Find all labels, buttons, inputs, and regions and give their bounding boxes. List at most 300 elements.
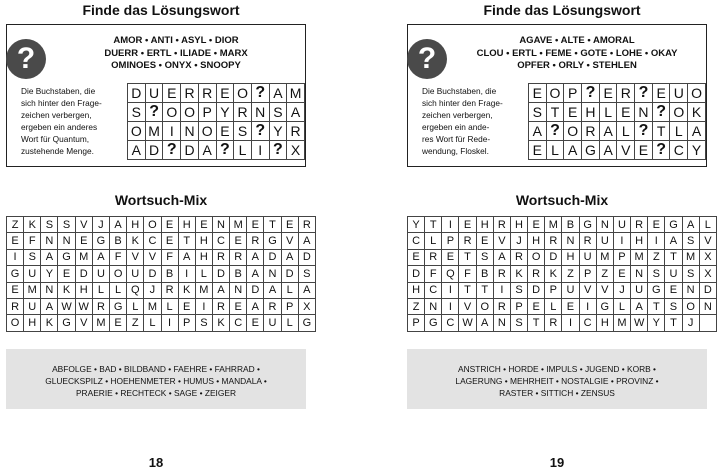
word-line: ANSTRICH • HORDE • IMPULS • JUGEND • KORB • <box>457 364 656 374</box>
grid-cell: D <box>181 141 199 160</box>
grid-cell: A <box>41 249 58 265</box>
grid-row <box>128 122 305 141</box>
word-line: AMOR • ANTI • ASYL • DIOR <box>113 35 239 46</box>
grid-cell: H <box>582 103 600 122</box>
grid-cell: P <box>178 315 195 331</box>
grid-cell: I <box>442 217 459 233</box>
question-mark-icon: ? <box>6 39 46 79</box>
grid-cell: R <box>493 266 510 282</box>
grid-cell: I <box>493 282 510 298</box>
grid-cell: N <box>41 233 58 249</box>
grid-cell: M <box>24 282 41 298</box>
grid-cell: Z <box>596 266 613 282</box>
grid-cell: E <box>613 266 630 282</box>
grid-cell: C <box>212 233 229 249</box>
grid-cell: G <box>92 233 109 249</box>
grid-cell: L <box>281 315 298 331</box>
grid-cell: H <box>631 233 648 249</box>
grid-cell: H <box>195 233 212 249</box>
grid-cell: B <box>230 266 247 282</box>
grid-cell: O <box>7 315 24 331</box>
grid-row <box>408 315 717 331</box>
grid-cell: G <box>264 233 281 249</box>
grid-cell: U <box>562 282 579 298</box>
grid-cell: H <box>24 315 41 331</box>
grid-cell: D <box>145 141 163 160</box>
grid-cell: R <box>212 298 229 314</box>
grid-cell: T <box>476 282 493 298</box>
grid-cell: G <box>596 298 613 314</box>
grid-cell: E <box>529 84 547 103</box>
grid-cell: F <box>24 233 41 249</box>
grid-cell: H <box>178 217 195 233</box>
grid-cell: A <box>564 141 582 160</box>
grid-cell: S <box>682 233 699 249</box>
grid-cell: I <box>562 315 579 331</box>
grid-cell: O <box>564 122 582 141</box>
grid-cell: R <box>212 249 229 265</box>
grid-cell: L <box>281 282 298 298</box>
grid-cell: E <box>161 217 178 233</box>
grid-cell: R <box>493 298 510 314</box>
grid-cell: D <box>408 266 425 282</box>
grid-cell: U <box>631 282 648 298</box>
hidden-letter-cell: ? <box>546 122 564 141</box>
grid-cell: U <box>145 84 163 103</box>
grid-cell: L <box>92 282 109 298</box>
grid-cell: P <box>198 103 216 122</box>
grid-cell: A <box>110 217 127 233</box>
grid-row <box>7 315 316 331</box>
grid-cell: P <box>564 84 582 103</box>
grid-cell: V <box>596 282 613 298</box>
grid-cell: A <box>287 103 305 122</box>
grid-cell: E <box>216 122 234 141</box>
grid-cell: G <box>648 282 665 298</box>
grid-cell: P <box>545 282 562 298</box>
grid-cell: U <box>92 266 109 282</box>
grid-cell: E <box>442 249 459 265</box>
grid-cell: X <box>699 249 716 265</box>
hidden-letter-cell: ? <box>163 141 181 160</box>
grid-cell: M <box>145 122 163 141</box>
grid-cell: S <box>682 266 699 282</box>
grid-cell: E <box>562 298 579 314</box>
grid-row <box>529 122 706 141</box>
grid-cell: E <box>281 217 298 233</box>
grid-cell: A <box>41 298 58 314</box>
grid-cell: Z <box>562 266 579 282</box>
grid-cell: R <box>545 315 562 331</box>
grid-cell: P <box>613 249 630 265</box>
grid-cell: H <box>408 282 425 298</box>
grid-cell: A <box>92 249 109 265</box>
grid-cell: O <box>234 84 252 103</box>
grid-cell: K <box>41 315 58 331</box>
grid-cell: L <box>161 298 178 314</box>
grid-cell: W <box>75 298 92 314</box>
grid-cell: H <box>528 233 545 249</box>
grid-cell: D <box>128 84 146 103</box>
grid-cell: R <box>617 84 635 103</box>
grid-cell: E <box>7 233 24 249</box>
grid-cell: A <box>599 141 617 160</box>
grid-cell: R <box>582 122 600 141</box>
grid-cell: B <box>110 233 127 249</box>
grid-cell: S <box>128 103 146 122</box>
grid-cell: G <box>298 315 315 331</box>
grid-row <box>408 266 717 282</box>
grid-cell: G <box>58 315 75 331</box>
grid-cell: S <box>41 217 58 233</box>
grid-cell: E <box>528 217 545 233</box>
page-number: 19 <box>549 455 565 470</box>
grid-cell: I <box>163 122 181 141</box>
grid-cell: T <box>546 103 564 122</box>
hidden-letter-cell: ? <box>145 103 163 122</box>
grid-cell: V <box>127 249 144 265</box>
grid-cell: T <box>178 233 195 249</box>
grid-cell: K <box>127 233 144 249</box>
grid-cell: T <box>459 282 476 298</box>
grid-row <box>529 84 706 103</box>
grid-cell: M <box>92 315 109 331</box>
grid-cell: E <box>163 84 181 103</box>
grid-cell: M <box>682 249 699 265</box>
grid-cell: D <box>212 266 229 282</box>
word-line: ABFOLGE • BAD • BILDBAND • FAEHRE • FAHRRAD • <box>52 364 260 374</box>
word-line: PRAERIE • RECHTECK • SAGE • ZEIGER <box>75 388 237 398</box>
grid-cell: E <box>216 84 234 103</box>
grid-cell: O <box>476 298 493 314</box>
grid-cell: S <box>476 249 493 265</box>
grid-cell: O <box>682 298 699 314</box>
grid-cell: C <box>579 315 596 331</box>
grid-cell: E <box>528 298 545 314</box>
word-search-grid <box>6 216 316 332</box>
grid-cell: S <box>24 249 41 265</box>
grid-cell: H <box>476 217 493 233</box>
grid-cell: S <box>648 266 665 282</box>
grid-cell: M <box>230 217 247 233</box>
grid-cell: A <box>247 249 264 265</box>
word-search-title: Wortsuch-Mix <box>114 192 208 208</box>
grid-row <box>7 282 316 298</box>
grid-cell: N <box>493 315 510 331</box>
word-line: CLOU • ERTL • FEME • GOTE • LOHE • OKAY <box>476 47 678 59</box>
grid-cell: D <box>545 249 562 265</box>
grid-cell: M <box>144 298 161 314</box>
grid-cell: E <box>247 315 264 331</box>
grid-cell: T <box>264 217 281 233</box>
grid-cell: Q <box>442 266 459 282</box>
grid-cell: O <box>181 103 199 122</box>
grid-row <box>7 298 316 314</box>
page-right <box>407 0 717 469</box>
grid-cell: V <box>699 233 716 249</box>
grid-cell: E <box>459 217 476 233</box>
grid-cell: Y <box>41 266 58 282</box>
grid-cell: F <box>425 266 442 282</box>
hidden-letter-cell: ? <box>652 141 670 160</box>
grid-cell: V <box>459 298 476 314</box>
grid-cell: N <box>264 266 281 282</box>
letter-grid <box>127 83 305 160</box>
grid-cell: P <box>408 315 425 331</box>
grid-cell: R <box>631 217 648 233</box>
letter-puzzle-box <box>6 24 306 167</box>
grid-cell: A <box>298 233 315 249</box>
grid-cell: G <box>665 217 682 233</box>
grid-cell: M <box>596 249 613 265</box>
grid-cell: P <box>510 298 527 314</box>
grid-cell: S <box>665 298 682 314</box>
grid-cell: U <box>665 266 682 282</box>
grid-cell: A <box>247 298 264 314</box>
grid-cell: R <box>528 266 545 282</box>
grid-cell: V <box>493 233 510 249</box>
grid-cell: U <box>24 266 41 282</box>
grid-cell: Z <box>7 217 24 233</box>
grid-row <box>7 217 316 233</box>
grid-cell: U <box>613 217 630 233</box>
grid-cell: O <box>110 266 127 282</box>
grid-cell: T <box>648 298 665 314</box>
grid-cell: I <box>7 249 24 265</box>
description-line: Die Buchstaben, die <box>21 86 96 96</box>
grid-cell: E <box>635 141 653 160</box>
grid-row <box>408 282 717 298</box>
grid-cell: E <box>75 233 92 249</box>
grid-cell: V <box>75 217 92 233</box>
grid-cell: T <box>459 249 476 265</box>
letter-puzzle-title: Finde das Lösungswort <box>82 2 240 18</box>
grid-cell: S <box>234 122 252 141</box>
word-line: DUERR • ERTL • ILIADE • MARX <box>104 47 248 59</box>
grid-cell: E <box>230 233 247 249</box>
grid-cell: K <box>178 282 195 298</box>
grid-cell: E <box>476 233 493 249</box>
grid-cell: K <box>58 282 75 298</box>
letter-grid <box>528 83 706 160</box>
grid-cell: L <box>425 233 442 249</box>
grid-cell: Y <box>688 141 706 160</box>
grid-cell: Z <box>648 249 665 265</box>
question-mark-icon: ? <box>407 39 447 79</box>
grid-cell: T <box>652 122 670 141</box>
grid-cell: J <box>92 217 109 233</box>
puzzle-description <box>422 85 530 157</box>
word-search-list <box>6 349 306 409</box>
grid-cell: S <box>58 217 75 233</box>
description-line: Die Buchstaben, die <box>422 86 497 96</box>
grid-cell: J <box>613 282 630 298</box>
grid-cell: W <box>459 315 476 331</box>
grid-cell: H <box>510 217 527 233</box>
grid-cell: D <box>699 282 716 298</box>
grid-cell: T <box>665 315 682 331</box>
grid-cell: N <box>41 282 58 298</box>
word-line: RASTER • SITTICH • ZENSUS <box>499 388 615 398</box>
grid-row <box>7 266 316 282</box>
grid-cell: C <box>408 233 425 249</box>
description-line: ergeben ein ande- <box>422 122 490 132</box>
grid-cell: E <box>247 217 264 233</box>
grid-cell: C <box>144 233 161 249</box>
letter-puzzle-title: Finde das Lösungswort <box>483 2 641 18</box>
grid-cell: A <box>599 122 617 141</box>
grid-row <box>529 141 706 160</box>
word-line: LAGERUNG • MEHRHEIT • NOSTALGIE • PROVINZ • <box>455 376 659 386</box>
grid-cell: D <box>281 266 298 282</box>
grid-cell: L <box>127 298 144 314</box>
grid-cell: L <box>546 141 564 160</box>
grid-cell: E <box>599 84 617 103</box>
grid-cell: O <box>670 103 688 122</box>
grid-cell: T <box>528 315 545 331</box>
grid-cell: E <box>652 84 670 103</box>
hidden-letter-cell: ? <box>269 141 287 160</box>
grid-cell: M <box>631 249 648 265</box>
grid-cell: I <box>579 298 596 314</box>
grid-cell: I <box>161 315 178 331</box>
grid-cell: U <box>579 249 596 265</box>
word-search-title: Wortsuch-Mix <box>515 192 609 208</box>
grid-cell: R <box>198 84 216 103</box>
grid-cell: U <box>670 84 688 103</box>
grid-cell: D <box>298 249 315 265</box>
grid-cell: C <box>230 315 247 331</box>
word-line: OPFER • ORLY • STEHLEN <box>517 60 637 71</box>
grid-cell: B <box>476 266 493 282</box>
grid-cell: E <box>58 266 75 282</box>
grid-cell: D <box>528 282 545 298</box>
grid-cell: T <box>665 249 682 265</box>
grid-cell: K <box>24 217 41 233</box>
grid-cell: L <box>144 315 161 331</box>
grid-cell: F <box>161 249 178 265</box>
grid-cell: R <box>425 249 442 265</box>
grid-row <box>408 233 717 249</box>
grid-cell: A <box>493 249 510 265</box>
grid-cell: N <box>635 103 653 122</box>
grid-cell: I <box>251 141 269 160</box>
grid-cell: S <box>510 282 527 298</box>
grid-cell: C <box>442 315 459 331</box>
page-left <box>6 0 316 469</box>
grid-cell: K <box>688 103 706 122</box>
hidden-letter-cell: ? <box>635 84 653 103</box>
description-line: ergeben ein anderes <box>21 122 98 132</box>
grid-cell: O <box>144 217 161 233</box>
grid-cell: X <box>298 298 315 314</box>
description-line: zustehende Menge. <box>21 146 94 156</box>
grid-cell: C <box>425 282 442 298</box>
grid-cell: N <box>212 217 229 233</box>
grid-cell: A <box>529 122 547 141</box>
grid-cell: G <box>582 141 600 160</box>
grid-cell: A <box>281 249 298 265</box>
grid-row <box>408 249 717 265</box>
grid-cell: E <box>665 282 682 298</box>
grid-cell: H <box>195 249 212 265</box>
grid-cell: N <box>699 298 716 314</box>
grid-cell: L <box>195 266 212 282</box>
grid-cell: D <box>264 249 281 265</box>
grid-cell: R <box>545 233 562 249</box>
hidden-letter-cell: ? <box>635 122 653 141</box>
grid-cell: J <box>682 315 699 331</box>
grid-cell: N <box>631 266 648 282</box>
grid-row <box>128 141 305 160</box>
grid-cell: N <box>425 298 442 314</box>
grid-cell: L <box>670 122 688 141</box>
grid-cell: A <box>476 315 493 331</box>
grid-cell: Z <box>408 298 425 314</box>
grid-cell: O <box>163 103 181 122</box>
grid-cell: I <box>648 233 665 249</box>
grid-cell: J <box>144 282 161 298</box>
page-number: 18 <box>148 455 164 470</box>
grid-cell: D <box>144 266 161 282</box>
grid-cell: V <box>579 282 596 298</box>
grid-cell: E <box>648 217 665 233</box>
grid-cell: R <box>264 298 281 314</box>
description-line: zeichen verbergen, <box>21 110 92 120</box>
grid-cell: R <box>459 233 476 249</box>
grid-cell: U <box>24 298 41 314</box>
grid-cell: R <box>298 217 315 233</box>
grid-cell: R <box>234 103 252 122</box>
grid-cell: G <box>7 266 24 282</box>
hidden-letter-cell: ? <box>652 103 670 122</box>
grid-row <box>128 103 305 122</box>
puzzle-description <box>21 85 129 157</box>
grid-cell: K <box>212 315 229 331</box>
grid-cell: H <box>127 217 144 233</box>
grid-cell: A <box>212 282 229 298</box>
grid-cell: M <box>75 249 92 265</box>
grid-cell: N <box>251 103 269 122</box>
grid-cell: I <box>178 266 195 282</box>
grid-cell: U <box>596 233 613 249</box>
hidden-letter-cell: ? <box>251 84 269 103</box>
grid-cell: S <box>529 103 547 122</box>
grid-cell: L <box>699 217 716 233</box>
grid-cell: T <box>425 217 442 233</box>
grid-cell: E <box>110 315 127 331</box>
grid-cell: L <box>545 298 562 314</box>
grid-cell: V <box>617 141 635 160</box>
grid-cell: A <box>665 233 682 249</box>
grid-cell: N <box>562 233 579 249</box>
grid-row <box>128 84 305 103</box>
grid-cell: E <box>617 103 635 122</box>
grid-row <box>408 298 717 314</box>
grid-cell: F <box>110 249 127 265</box>
grid-cell: W <box>58 298 75 314</box>
grid-cell: P <box>579 266 596 282</box>
grid-cell: N <box>230 282 247 298</box>
grid-cell: A <box>269 84 287 103</box>
grid-cell: A <box>128 141 146 160</box>
grid-row <box>7 233 316 249</box>
grid-cell: W <box>631 315 648 331</box>
grid-cell: E <box>564 103 582 122</box>
grid-cell: G <box>425 315 442 331</box>
grid-cell: H <box>562 249 579 265</box>
grid-cell: A <box>682 217 699 233</box>
